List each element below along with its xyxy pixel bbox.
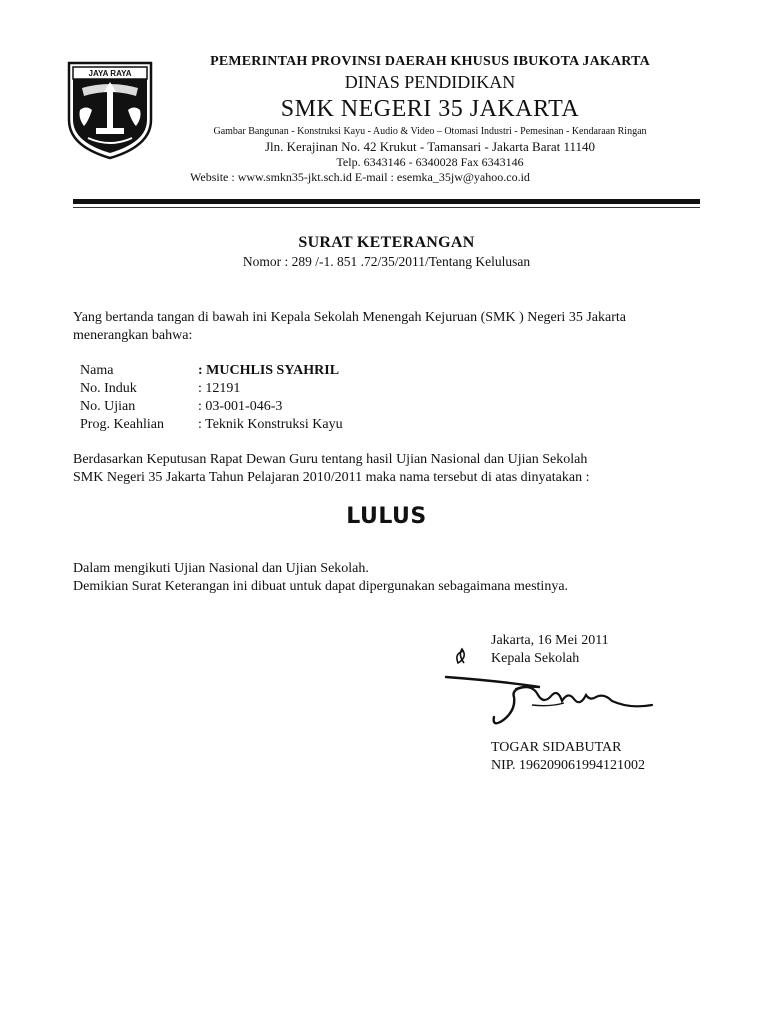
field-value-name: : MUCHLIS SYAHRIL bbox=[198, 363, 340, 378]
field-value-induk: : 12191 bbox=[198, 381, 241, 396]
signature-place-date: Jakarta, 16 Mei 2011 bbox=[491, 633, 609, 648]
field-label: Nama bbox=[80, 363, 114, 378]
field-row-ujian bbox=[80, 398, 282, 416]
jaya-raya-logo bbox=[66, 60, 154, 160]
document-title: SURAT KETERANGAN bbox=[298, 234, 475, 251]
intro-line-2: menerangkan bahwa: bbox=[73, 328, 193, 343]
header-department: DINAS PENDIDIKAN bbox=[344, 72, 516, 92]
header-government: PEMERINTAH PROVINSI DAERAH KHUSUS IBUKOTA JAKARTA bbox=[210, 54, 650, 69]
field-value-keahlian: : Teknik Konstruksi Kayu bbox=[198, 417, 343, 432]
header-address: Jln. Kerajinan No. 42 Krukut - Tamansari - Jakarta Barat 11140 bbox=[264, 139, 595, 154]
header-rule-thick bbox=[73, 199, 700, 204]
document-number: Nomor : 289 /-1. 851 .72/35/2011/Tentang Kelulusan bbox=[242, 254, 531, 269]
intro-line-1: Yang bertanda tangan di bawah ini Kepala Sekolah Menengah Kejuruan (SMK ) Negeri 35 Jakarta bbox=[73, 310, 626, 325]
header-programs: Gambar Bangunan - Konstruksi Kayu - Audio & Video – Otomasi Industri - Pemesinan - Kendaraan Ringan bbox=[213, 126, 647, 137]
header-rule-thin bbox=[73, 207, 700, 208]
closing-line-1: Dalam mengikuti Ujian Nasional dan Ujian Sekolah. bbox=[73, 561, 369, 576]
basis-line-1: Berdasarkan Keputusan Rapat Dewan Guru tentang hasil Ujian Nasional dan Ujian Sekolah bbox=[73, 452, 588, 467]
header-school-name: SMK NEGERI 35 JAKARTA bbox=[280, 96, 580, 122]
field-row-name bbox=[80, 362, 339, 380]
handwritten-signature bbox=[440, 645, 660, 745]
basis-line-2: SMK Negeri 35 Jakarta Tahun Pelajaran 2010/2011 maka nama tersebut di atas dinyatakan : bbox=[73, 470, 590, 485]
signature-position: Kepala Sekolah bbox=[491, 651, 580, 666]
header-web-email: Website : www.smkn35-jkt.sch.id E-mail : esemka_35jw@yahoo.co.id bbox=[190, 170, 530, 184]
logo-text: JAYA RAYA bbox=[88, 69, 132, 78]
signatory-name: TOGAR SIDABUTAR bbox=[491, 740, 622, 755]
header-phone: Telp. 6343146 - 6340028 Fax 6343146 bbox=[336, 155, 524, 169]
closing-line-2: Demikian Surat Keterangan ini dibuat untuk dapat dipergunakan sebagaimana mestinya. bbox=[73, 579, 569, 594]
field-label: No. Ujian bbox=[80, 399, 136, 414]
result-status: LULUS bbox=[346, 504, 427, 529]
field-label: No. Induk bbox=[80, 381, 137, 396]
field-row-induk bbox=[80, 380, 240, 398]
signatory-nip: NIP. 196209061994121002 bbox=[491, 758, 646, 773]
field-value-ujian: : 03-001-046-3 bbox=[198, 399, 283, 414]
field-row-keahlian bbox=[80, 416, 343, 434]
field-label: Prog. Keahlian bbox=[80, 417, 164, 432]
